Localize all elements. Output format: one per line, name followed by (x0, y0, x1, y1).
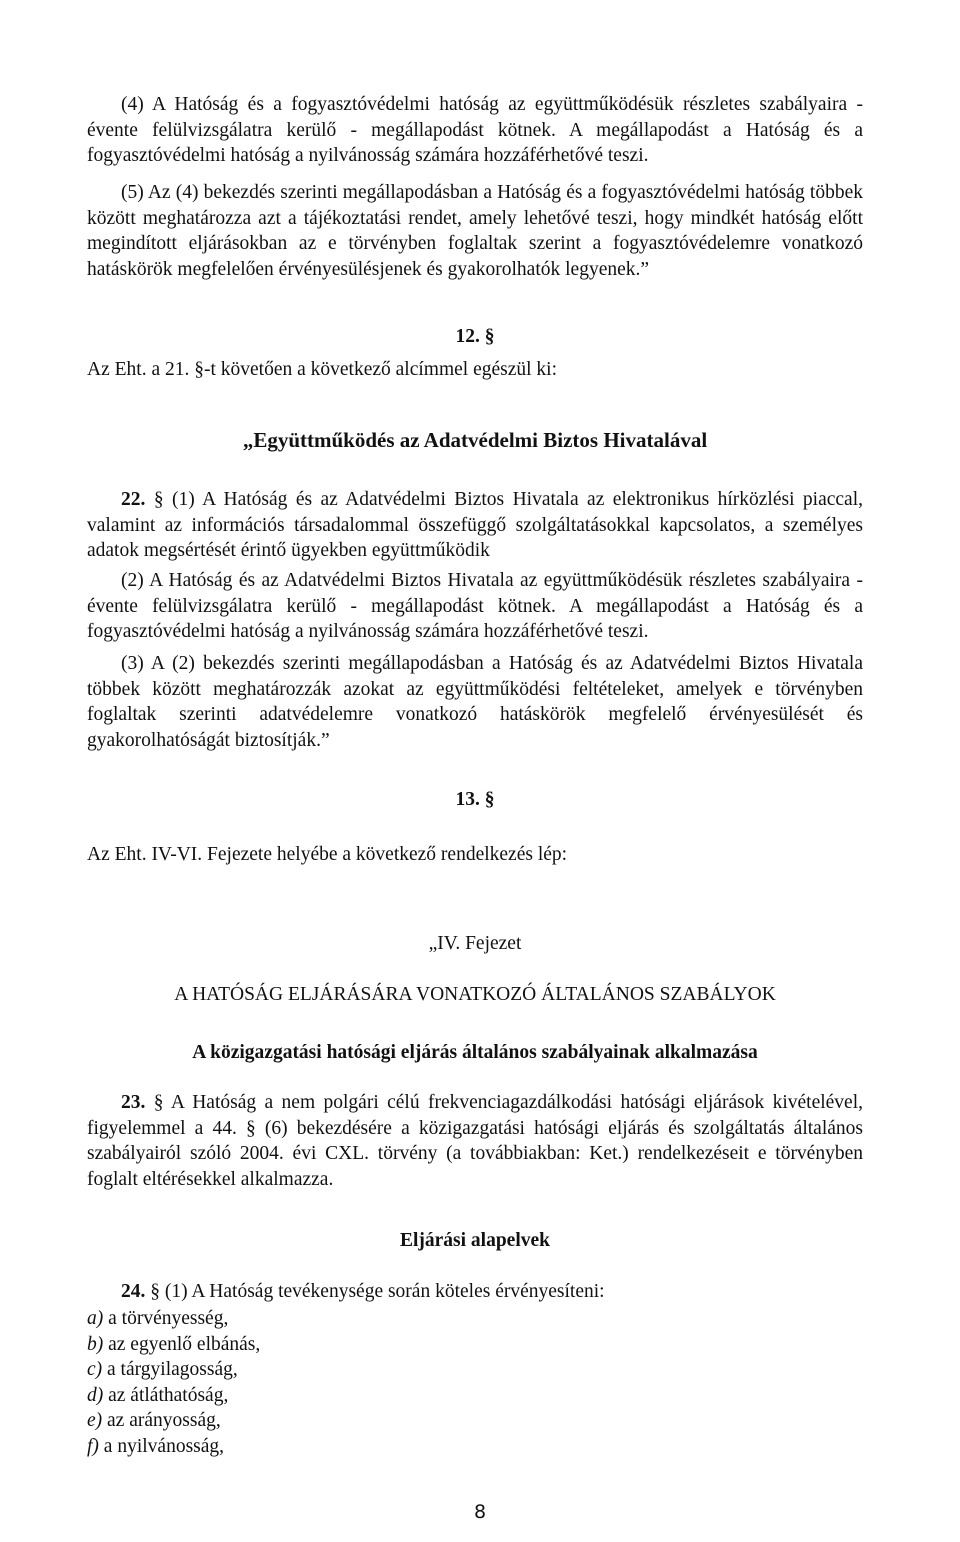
principles-list (87, 1306, 863, 1459)
list-item-text: a tárgyilagosság, (102, 1359, 238, 1380)
list-item-text: az egyenlő elbánás, (103, 1333, 261, 1355)
chapter-subtitle: A HATÓSÁG ELJÁRÁSÁRA VONATKOZÓ ÁLTALÁNOS SZABÁLYOK (174, 984, 776, 1005)
list-marker: a) (87, 1308, 104, 1329)
principles-heading: Eljárási alapelvek (399, 1230, 551, 1251)
list-item (87, 1383, 863, 1409)
section-22-paragraph-3: (3) A (2) bekezdés szerinti megállapodásban a Hatóság és az Adatvédelmi Biztos Hivatala többek között meghatározzák azokat az együttműködési feltételeket, amelyek e törvényben foglaltak szerinti adatvédelemre vonatkozó hatáskörök megfelelő érvényesülését és gyakorolhatóságát biztosítják.” (87, 653, 863, 751)
list-item-text: az arányosság, (102, 1410, 221, 1431)
section-22-paragraph-1 (87, 487, 863, 564)
section-22-paragraph-2: (2) A Hatóság és az Adatvédelmi Biztos Hivatala az együttműködésük részletes szabályaira - évente felülvizsgálatra kerülő - megállapodást kötnek. A megállapodást a Hatóság és a fogyasztóvédelmi hatóság a nyilvánosság számára hozzáférhetővé teszi. (87, 570, 863, 642)
section-12-subtitle: „Együttműködés az Adatvédelmi Biztos Hivatalával (242, 428, 708, 452)
section-13-heading: 13. § (455, 789, 495, 810)
list-item-text: a nyilvánosság, (98, 1435, 225, 1457)
section-12-text: Az Eht. a 21. §-t követően a következő alcímmel egészül ki: (87, 359, 558, 380)
list-marker: c) (87, 1359, 103, 1380)
list-item (87, 1357, 863, 1383)
section-23-paragraph (87, 1090, 863, 1192)
section-24-paragraph (87, 1279, 863, 1305)
section-12-heading: 12. § (455, 326, 495, 347)
list-marker: b) (87, 1333, 104, 1355)
list-item-text: a törvényesség, (103, 1308, 229, 1329)
list-item-text: az átláthatóság, (103, 1384, 229, 1406)
section-22-text-1: § (1) A Hatóság és az Adatvédelmi Biztos Hivatala az elektronikus hírközlési piaccal, valamint az információs társadalommal összefüggő szolgáltatásokkal kapcsolatos, a személyes adatok megsértését érintő ügyekben együttműködik (87, 489, 863, 561)
paragraph-4: (4) A Hatóság és a fogyasztóvédelmi hatóság az együttműködésük részletes szabályaira - évente felülvizsgálatra kerülő - megállapodást kötnek. A megállapodást a Hatóság és a fogyasztóvédelmi hatóság a nyilvánosság számára hozzáférhetővé teszi. (87, 94, 863, 166)
list-marker: e) (87, 1410, 103, 1431)
list-item (87, 1434, 863, 1460)
section-22-number: 22. (121, 489, 146, 510)
section-23-number: 23. (121, 1092, 146, 1113)
list-marker: d) (87, 1384, 104, 1406)
section-24-text: § (1) A Hatóság tevékenysége során köteles érvényesíteni: (150, 1281, 605, 1302)
list-marker: f) (87, 1435, 99, 1457)
paragraph-5: (5) Az (4) bekezdés szerinti megállapodásban a Hatóság és a fogyasztóvédelmi hatóság többek között meghatározza azt a tájékoztatási rendet, amely lehetővé teszi, hogy mindkét hatóság előtt megindított eljárásokban az e törvényben foglaltak szerint a fogyasztóvédelemre vonatkozó hatáskörök megfelelően érvényesülésjenek és gyakorolhatók legyenek.” (87, 182, 863, 280)
section-13-text: Az Eht. IV-VI. Fejezete helyébe a következő rendelkezés lép: (87, 844, 568, 865)
list-item (87, 1306, 863, 1332)
chapter-title: „IV. Fejezet (428, 933, 522, 954)
list-item (87, 1408, 863, 1434)
page-number: 8 (473, 1501, 487, 1523)
section-23-text: § A Hatóság a nem polgári célú frekvenciagazdálkodási hatósági eljárások kivételével, figyelemmel a 44. § (6) bekezdésére a közigazgatási hatósági eljárás és szolgáltatás általános szabályairól szóló 2004. évi CXL. törvény (a továbbiakban: Ket.) rendelkezéseit e törvényben foglalt eltérésekkel alkalmazza. (87, 1092, 864, 1190)
list-item (87, 1332, 863, 1358)
chapter-bold-heading: A közigazgatási hatósági eljárás általános szabályainak alkalmazása (192, 1042, 758, 1063)
section-24-number: 24. (121, 1281, 146, 1302)
